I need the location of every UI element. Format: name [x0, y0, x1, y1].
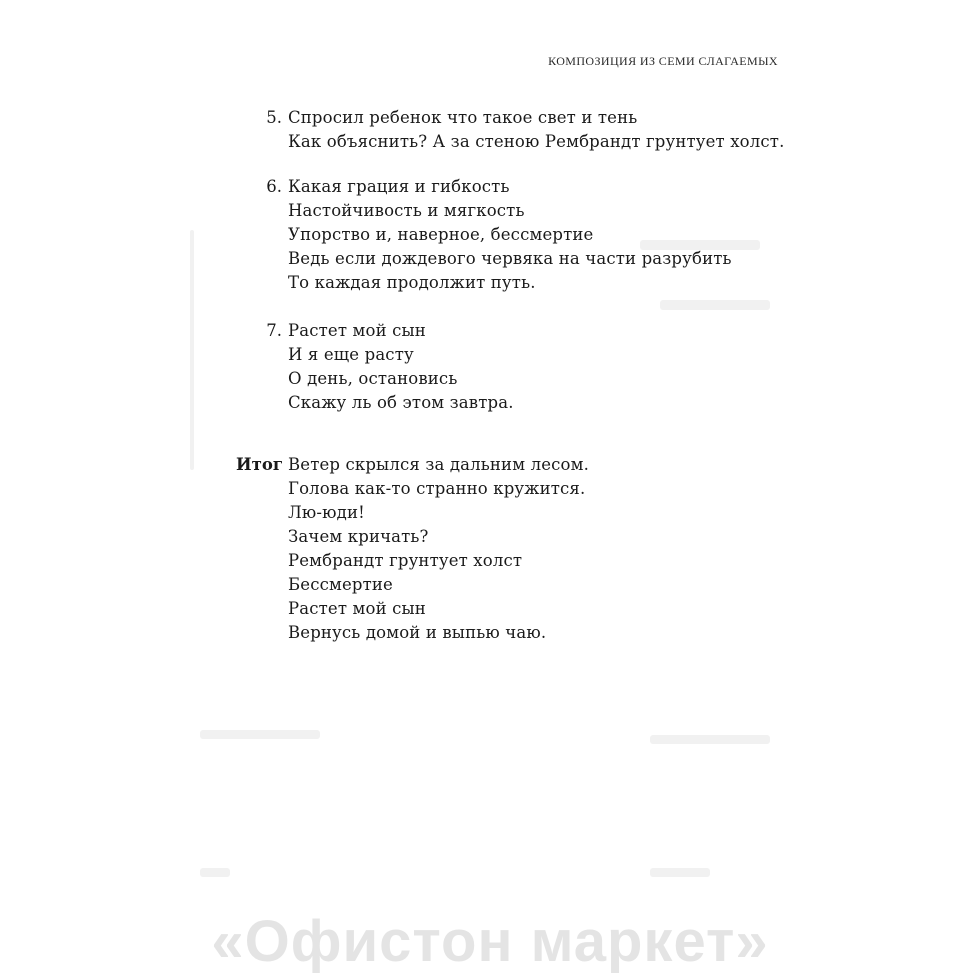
show-through: [190, 230, 194, 470]
verse-line: Упорство и, наверное, бессмертие: [288, 225, 594, 244]
summary-label: Итог: [236, 455, 283, 474]
verse-line: Вернусь домой и выпью чаю.: [288, 623, 547, 642]
verse-line: Ведь если дождевого червяка на части разрубить: [288, 249, 732, 268]
stanza-5: [236, 106, 796, 154]
verse-line: Ветер скрылся за дальним лесом.: [288, 455, 589, 474]
stanza-number: 6.: [266, 177, 282, 196]
verse-line: Бессмертие: [288, 575, 393, 594]
verse-line: Скажу ль об этом завтра.: [288, 393, 514, 412]
verse-line: Растет мой сын: [288, 321, 426, 340]
verse-line: То каждая продолжит путь.: [288, 273, 536, 292]
verse-line: Растет мой сын: [288, 599, 426, 618]
watermark: «Офистон маркет»: [211, 909, 769, 974]
show-through: [200, 868, 230, 877]
stanza-number: 7.: [266, 321, 282, 340]
verse-line: Зачем кричать?: [288, 527, 429, 546]
verse-line: Какая грация и гибкость: [288, 177, 510, 196]
stanza-6: [236, 175, 796, 295]
verse-line: Лю-юди!: [288, 503, 365, 522]
verse-line: О день, остановись: [288, 369, 458, 388]
stanza-7: [236, 319, 796, 415]
show-through: [650, 868, 710, 877]
stanza-number: 5.: [266, 108, 282, 127]
stanza-summary: [236, 453, 796, 645]
show-through: [660, 300, 770, 310]
verse-line: И я еще расту: [288, 345, 414, 364]
verse-line: Настойчивость и мягкость: [288, 201, 525, 220]
show-through: [200, 730, 320, 739]
verse-line: Спросил ребенок что такое свет и тень: [288, 108, 638, 127]
running-head: КОМПОЗИЦИЯ ИЗ СЕМИ СЛАГАЕМЫХ: [548, 54, 778, 68]
show-through: [650, 735, 770, 744]
verse-line: Голова как-то странно кружится.: [288, 479, 586, 498]
verse-line: Как объяснить? А за стеною Рембрандт грунтует холст.: [288, 132, 785, 151]
verse-line: Рембрандт грунтует холст: [288, 551, 523, 570]
